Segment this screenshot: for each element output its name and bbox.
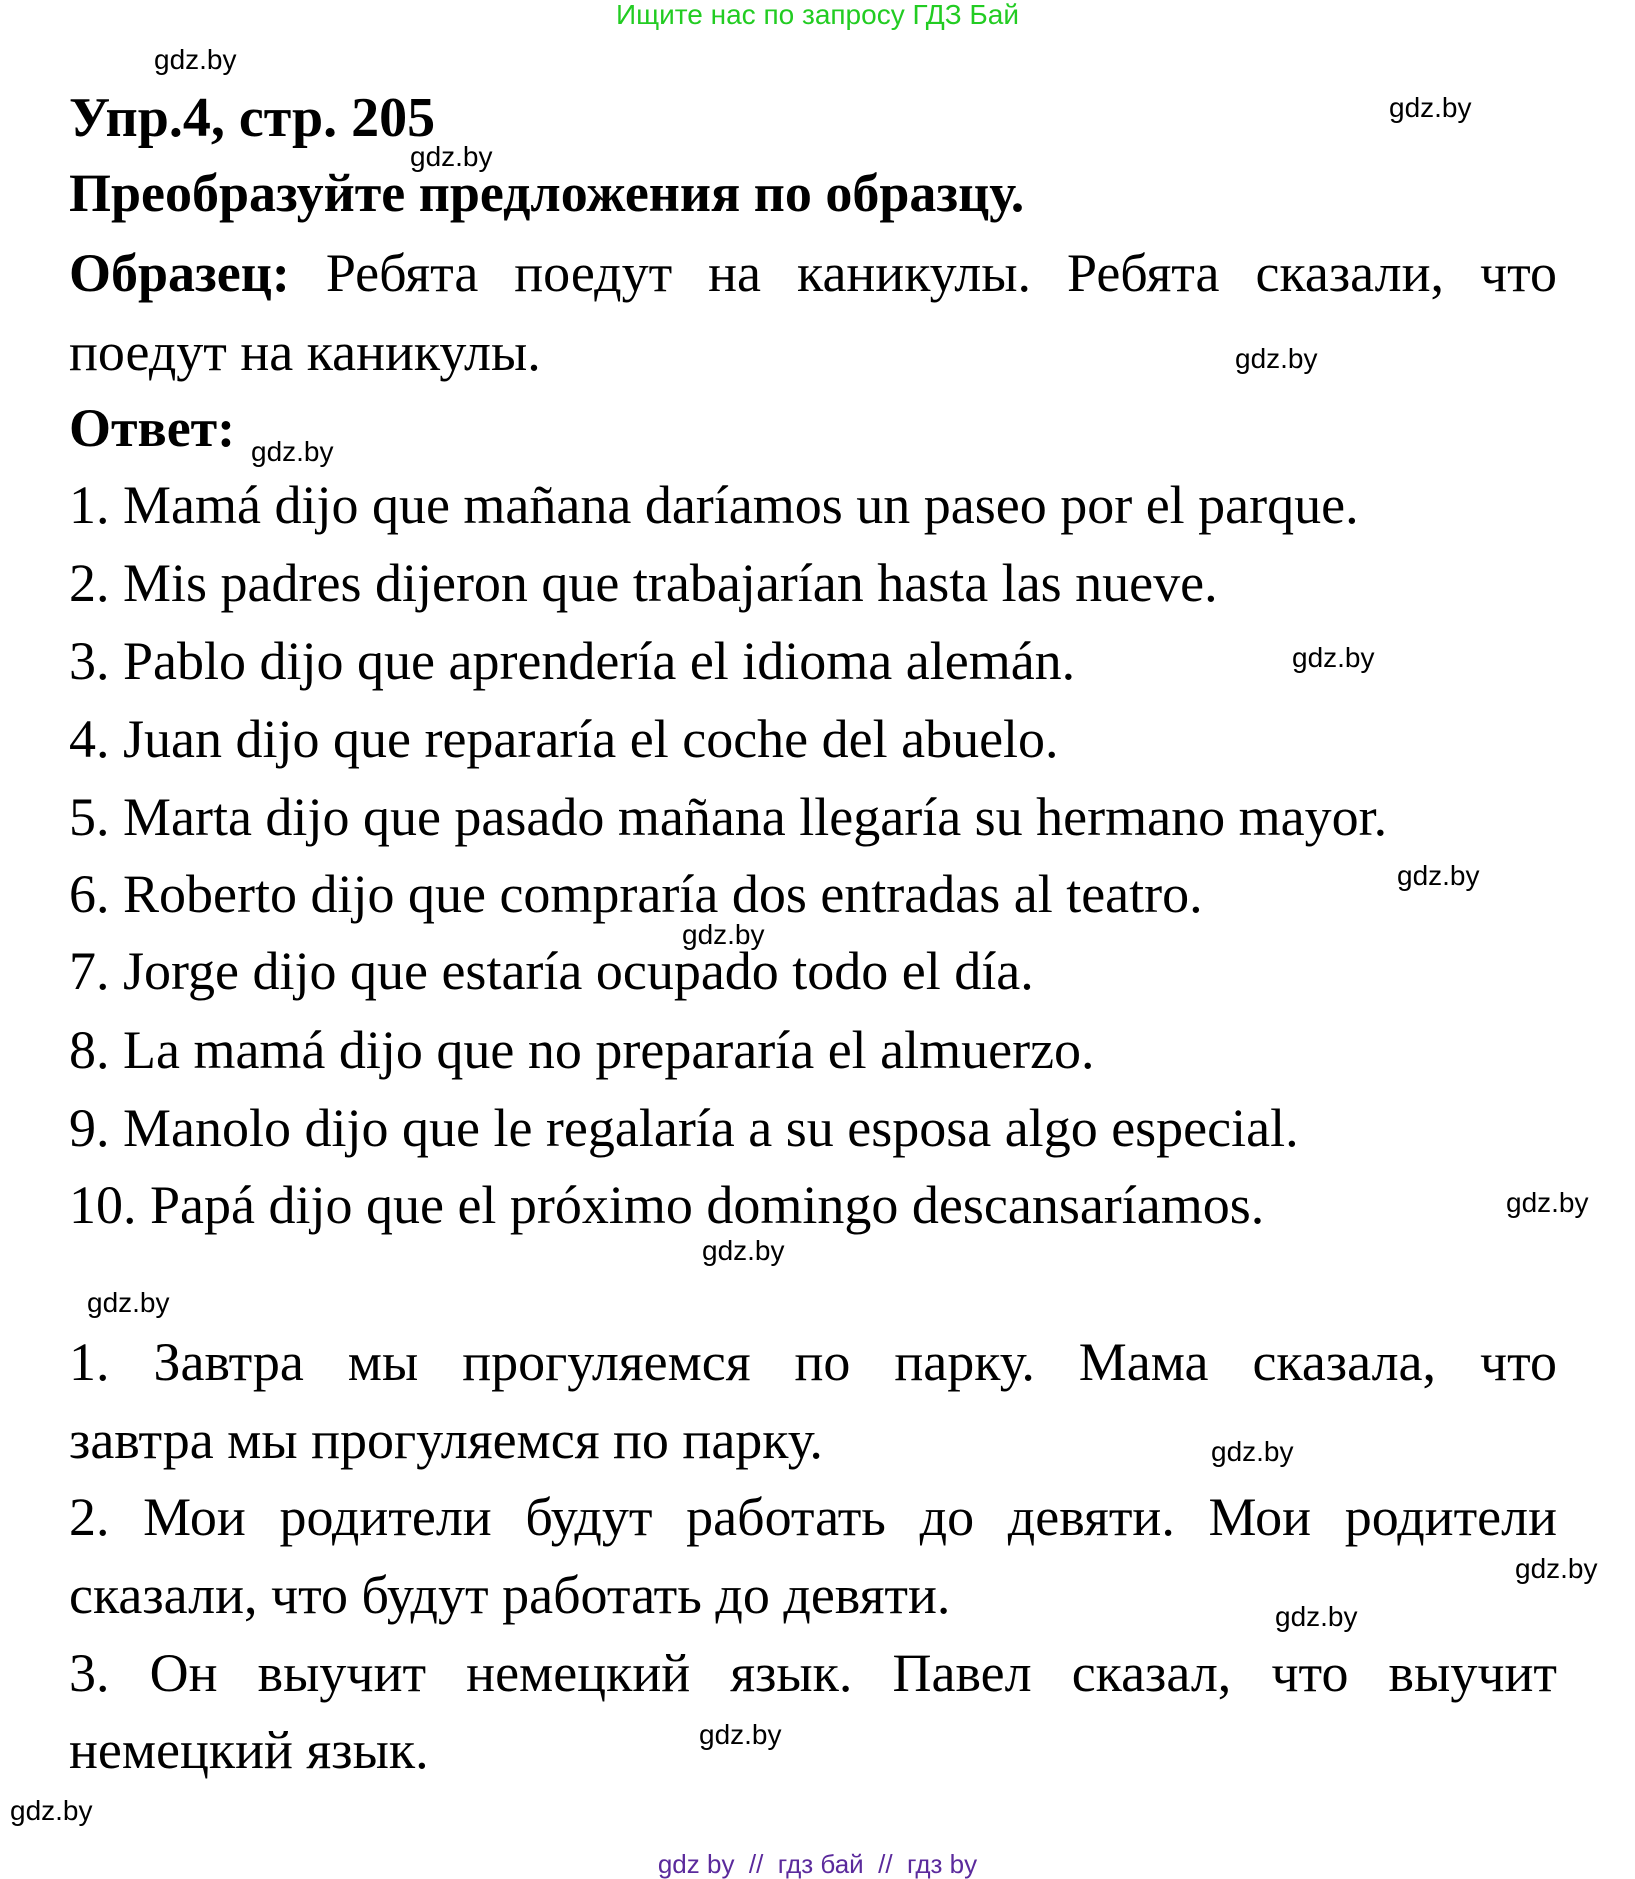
search-banner[interactable]: Ищите нас по запросу ГДЗ Бай (615, 0, 1020, 30)
watermark: gdz.by (1292, 642, 1375, 673)
answer-line: 1. Mamá dijo que mañana daríamos un paseo por el parque. (69, 475, 1359, 535)
watermark: gdz.by (87, 1287, 170, 1318)
watermark: gdz.by (410, 141, 493, 172)
watermark: gdz.by (154, 44, 237, 75)
watermark: gdz.by (699, 1719, 782, 1750)
answer-line: 4. Juan dijo que repararía el coche del abuelo. (69, 709, 1059, 769)
translation-line: немецкий язык. (69, 1720, 429, 1780)
watermark: gdz.by (702, 1235, 785, 1266)
watermark: gdz.by (682, 919, 765, 950)
watermark: gdz.by (1211, 1436, 1294, 1467)
sample-line-1 (69, 241, 1557, 305)
answer-line: 8. La mamá dijo que no prepararía el almuerzo. (69, 1020, 1095, 1080)
sample-text: Ребята поедут на каникулы. Ребята сказали, что (325, 243, 1558, 303)
answer-line: 5. Marta dijo que pasado mañana llegaría su hermano mayor. (69, 787, 1388, 847)
watermark: gdz.by (1515, 1553, 1598, 1584)
watermark: gdz.by (1275, 1601, 1358, 1632)
answer-label: Ответ: (69, 398, 236, 458)
footer-links[interactable]: gdz by // гдз бай // гдз by (657, 1849, 978, 1879)
answer-line: 9. Manolo dijo que le regalaría a su esposa algo especial. (69, 1098, 1299, 1158)
answer-line: 6. Roberto dijo que compraría dos entradas al teatro. (69, 864, 1203, 924)
translation-line: 3. Он выучит немецкий язык. Павел сказал, что выучит (69, 1643, 1557, 1703)
translation-line: 2. Мои родители будут работать до девяти. Мои родители (69, 1487, 1557, 1547)
watermark: gdz.by (1235, 343, 1318, 374)
translation-line: завтра мы прогуляемся по парку. (69, 1410, 823, 1470)
sample-label: Образец: (69, 243, 290, 303)
task-instruction: Преобразуйте предложения по образцу. (69, 163, 1025, 223)
translation-line: 1. Завтра мы прогуляемся по парку. Мама сказала, что (69, 1332, 1557, 1392)
watermark: gdz.by (10, 1795, 93, 1826)
translation-line: сказали, что будут работать до девяти. (69, 1565, 951, 1625)
watermark: gdz.by (251, 436, 334, 467)
answer-line: 7. Jorge dijo que estaría ocupado todo el día. (69, 941, 1034, 1001)
watermark: gdz.by (1397, 860, 1480, 891)
watermark: gdz.by (1506, 1187, 1589, 1218)
answer-line: 10. Papá dijo que el próximo domingo descansaríamos. (69, 1175, 1265, 1235)
answer-line: 3. Pablo dijo que aprendería el idioma alemán. (69, 631, 1076, 691)
page-title: Упр.4, стр. 205 (69, 87, 436, 149)
answer-line: 2. Mis padres dijeron que trabajarían hasta las nueve. (69, 553, 1218, 613)
watermark: gdz.by (1389, 92, 1472, 123)
sample-line-2: поедут на каникулы. (69, 322, 541, 382)
